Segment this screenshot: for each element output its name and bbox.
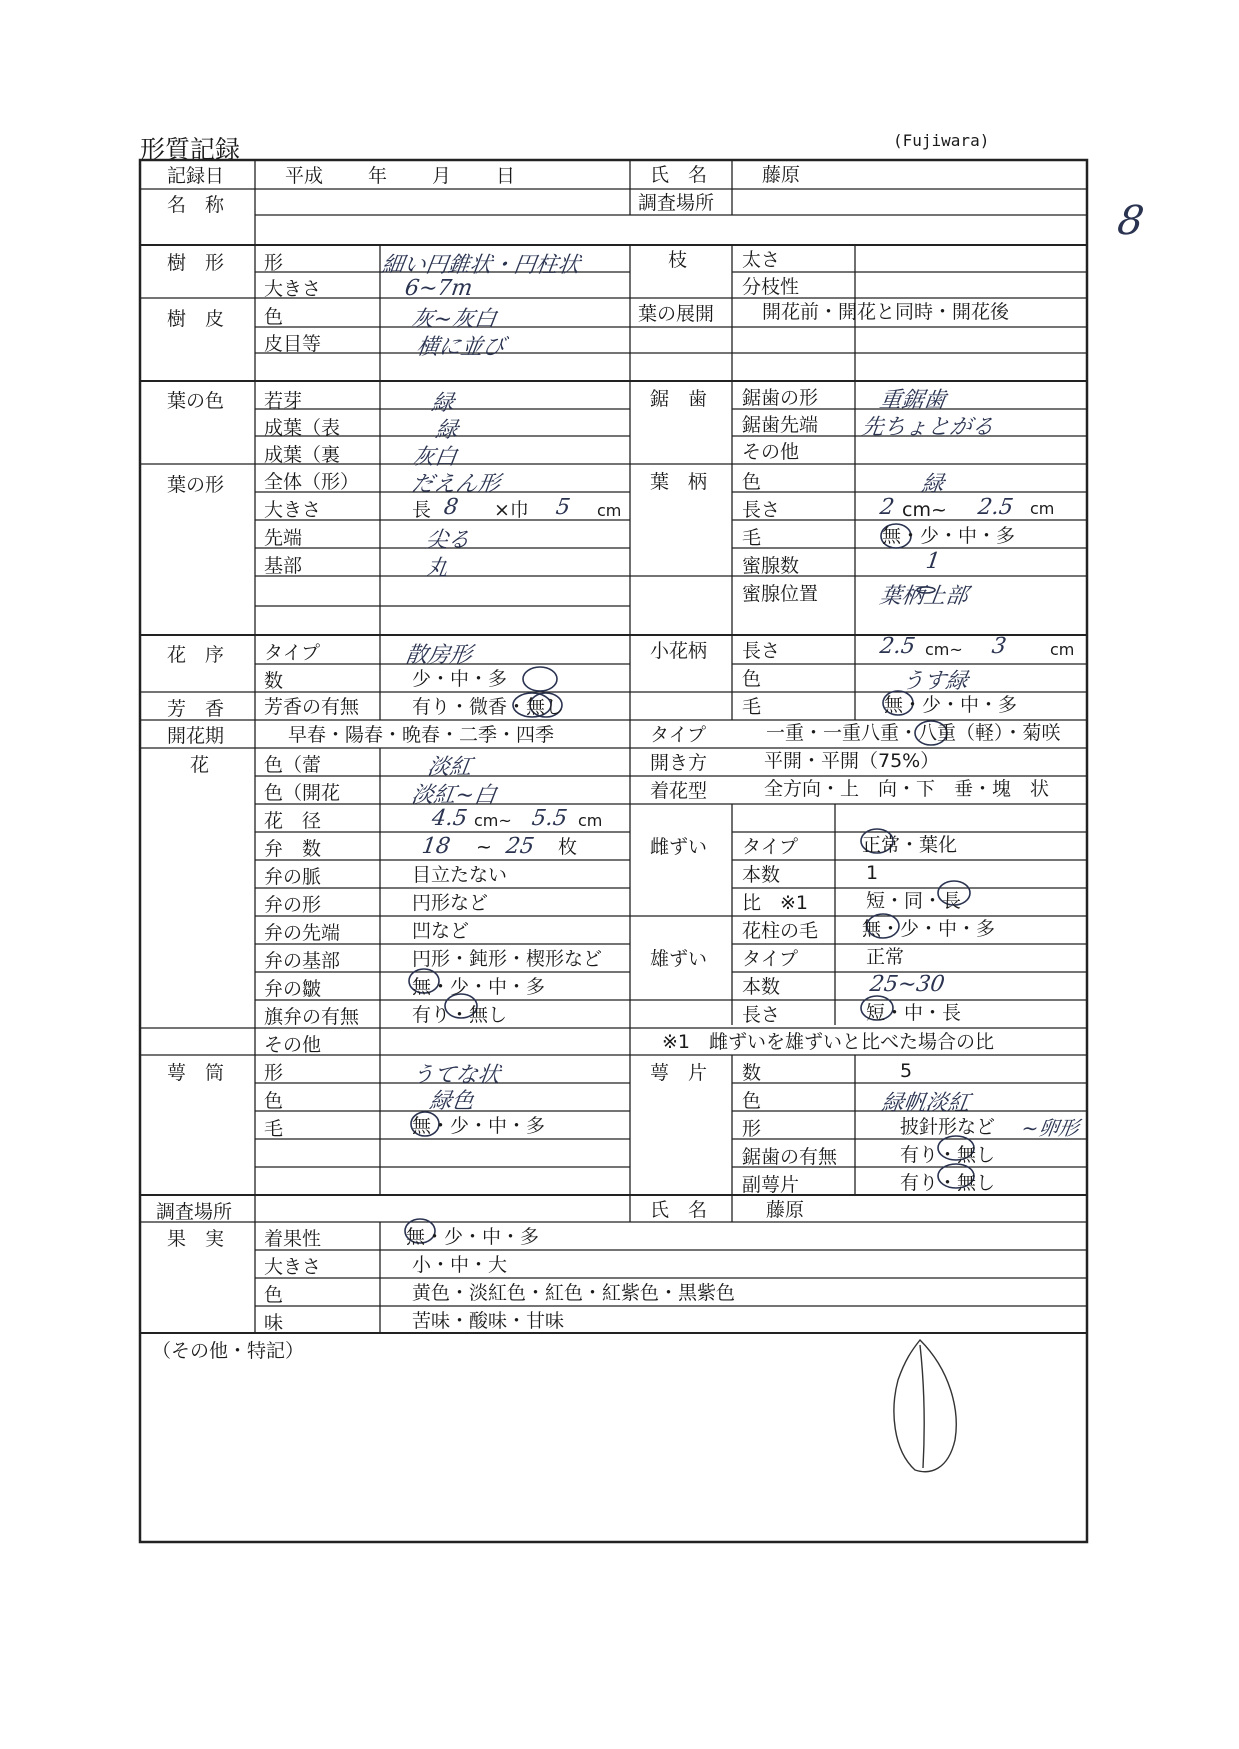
tree-form-value: 細い円錐状・円柱状: [379, 253, 582, 278]
pistil-count-sub: 本数: [742, 864, 781, 886]
ratio-footnote: ※1 雌ずいを雄ずいと比べた場合の比: [662, 1031, 995, 1053]
name-label: 氏 名: [650, 164, 708, 186]
stamen-count-sub: 本数: [742, 976, 781, 998]
diameter-sub: 花 径: [264, 810, 322, 832]
flowering-options: 早春・陽春・晩春・二季・四季: [288, 724, 555, 746]
page-title: 形質記録: [140, 135, 241, 164]
stamen-count-value: 25~30: [868, 972, 947, 997]
petiole-length-to: 2.5: [976, 495, 1015, 520]
vein-value: 目立たない: [412, 864, 508, 886]
petiole-hair-options: 無・少・中・多: [882, 525, 1016, 547]
petiole-length-mid: cm~: [902, 499, 947, 521]
pedicel-label: 小花柄: [650, 640, 708, 662]
pedicel-length-unit: cm: [1050, 640, 1075, 659]
serration-label: 鋸 歯: [650, 388, 708, 410]
fragrance-sub: 芳香の有無: [264, 696, 360, 718]
tree-size-sub: 大きさ: [264, 278, 322, 300]
calyx-tube-label: 萼 筒: [167, 1062, 225, 1084]
fruit-size-options: 小・中・大: [412, 1254, 508, 1276]
attitude-options: 全方向・上 向・下 垂・塊 状: [764, 778, 1050, 800]
sepal-label: 萼 片: [650, 1062, 708, 1084]
vein-sub: 弁の脈: [264, 866, 322, 888]
petiole-color-value: 緑: [919, 472, 946, 497]
pedicel-color-sub: 色: [742, 668, 762, 690]
pistil-type-options: 正常・葉化: [862, 834, 958, 856]
sepal-shape-value: 披針形など: [900, 1116, 996, 1138]
sepal-shape-sub: 形: [742, 1118, 762, 1140]
tree-form-sub: 形: [264, 252, 284, 274]
pedicel-length-to: 3: [990, 634, 1008, 659]
leaf-sketch-icon: [894, 1340, 956, 1472]
young-leaf-value: 緑: [429, 391, 456, 416]
petal-tip-sub: 弁の先端: [264, 922, 341, 944]
leaf-size-width-label: ×巾: [494, 499, 529, 521]
fragrance-options: 有り・微香・無し: [412, 696, 565, 718]
sepal-color-value: 緑帆淡紅: [879, 1091, 972, 1116]
leaf-size-unit: cm: [597, 501, 622, 520]
leaf-whole-sub: 全体（形）: [264, 471, 360, 493]
pedicel-length-from: 2.5: [878, 634, 917, 659]
flower-type-options: 一重・一重八重・八重（軽）・菊咲: [766, 722, 1061, 744]
sepal-serration-options: 有り・無し: [900, 1144, 996, 1166]
calyx-hair-options: 無・少・中・多: [412, 1115, 546, 1137]
inflorescence-number-sub: 数: [264, 670, 284, 692]
footer-name-value: 藤原: [766, 1199, 805, 1221]
petals-mid: ~: [476, 836, 492, 858]
calyx-shape-value: うてな状: [409, 1063, 502, 1088]
lenticel-value: 横に並び: [414, 335, 507, 360]
calyx-shape-sub: 形: [264, 1062, 284, 1084]
fruit-taste-options: 苦味・酸味・甘味: [412, 1310, 565, 1332]
sepal-count-sub: 数: [742, 1062, 762, 1084]
petal-shape-value: 円形など: [412, 892, 489, 914]
flag-sub: 旗弁の有無: [264, 1006, 360, 1028]
sepal-count-value: 5: [900, 1060, 913, 1082]
fruit-label: 果 実: [167, 1228, 225, 1250]
inflorescence-type-sub: タイプ: [264, 642, 321, 664]
diameter-to: 5.5: [530, 806, 569, 831]
leaf-size-long-label: 長: [412, 499, 432, 521]
petiole-color-sub: 色: [742, 471, 762, 493]
date-month: 月: [432, 165, 452, 187]
calyx-color-sub: 色: [264, 1090, 284, 1112]
bract-options: 有り・無し: [900, 1172, 996, 1194]
sepal-shape-note: ~卵形: [1020, 1116, 1081, 1140]
pedicel-color-value: うす緑: [899, 669, 970, 694]
diameter-from: 4.5: [430, 806, 469, 831]
pistil-type-sub: タイプ: [742, 836, 799, 858]
flower-label: 花: [190, 754, 210, 776]
inflorescence-label: 花 序: [167, 644, 225, 666]
pistil-label: 雌ずい: [650, 836, 708, 858]
fruit-set-sub: 着果性: [264, 1228, 322, 1250]
leaf-size-sub: 大きさ: [264, 499, 322, 521]
diameter-unit: cm: [578, 811, 603, 830]
petiole-hair-sub: 毛: [742, 527, 762, 549]
pedicel-length-sub: 長さ: [742, 640, 781, 662]
petals-unit: 枚: [558, 836, 578, 858]
bract-sub: 副萼片: [742, 1174, 800, 1196]
petals-to: 25: [504, 834, 536, 859]
petiole-length-unit: cm: [1030, 499, 1055, 518]
diameter-mid: cm~: [474, 811, 512, 830]
style-hair-options: 無・少・中・多: [862, 918, 996, 940]
petals-from: 18: [420, 834, 452, 859]
stamen-type-value: 正常: [866, 946, 905, 968]
pedicel-hair-sub: 毛: [742, 696, 762, 718]
leafing-label: 葉の展開: [638, 303, 715, 325]
serration-tip-value: 先ちょとがる: [859, 415, 996, 440]
date-era: 平成: [285, 165, 324, 187]
fruit-set-options: 無・少・中・多: [406, 1226, 540, 1248]
petiole-label: 葉 柄: [650, 471, 708, 493]
mature-lower-value: 灰白: [410, 445, 459, 470]
tree-size-value: 6~7m: [403, 276, 475, 301]
stamen-length-options: 短・中・長: [866, 1002, 962, 1024]
pistil-count-value: 1: [866, 862, 879, 884]
flower-other-sub: その他: [264, 1034, 322, 1056]
sepal-color-sub: 色: [742, 1090, 762, 1112]
branch-label: 枝: [668, 249, 688, 271]
petiole-length-from: 2: [878, 495, 896, 520]
gland-pos-sub: 蜜腺位置: [742, 583, 819, 605]
leaf-base-value: 丸: [423, 556, 450, 581]
pistil-ratio-options: 短・同・長: [866, 890, 962, 912]
site-label: 調査場所: [638, 192, 715, 214]
petal-tip-value: 凹など: [412, 920, 470, 942]
stamen-length-sub: 長さ: [742, 1004, 781, 1026]
wrinkle-sub: 弁の皺: [264, 978, 322, 1000]
petal-base-sub: 弁の基部: [264, 950, 341, 972]
petals-sub: 弁 数: [264, 838, 322, 860]
flag-options: 有り・無し: [412, 1004, 508, 1026]
author-tag: (Fujiwara): [893, 131, 990, 150]
leaf-shape-label: 葉の形: [167, 474, 225, 496]
bark-label: 樹 皮: [167, 308, 225, 330]
leafing-options: 開花前・開花と同時・開花後: [762, 301, 1010, 323]
leaf-length-value: 8: [442, 495, 460, 520]
date-day: 日: [496, 165, 516, 187]
bud-color-value: 淡紅: [425, 755, 474, 780]
fragrance-label: 芳 香: [167, 698, 225, 720]
gland-count-sub: 蜜腺数: [742, 555, 800, 577]
leaf-base-sub: 基部: [264, 555, 303, 577]
fruit-color-options: 黄色・淡紅色・紅色・紅紫色・黒紫色: [412, 1282, 736, 1304]
style-hair-sub: 花柱の毛: [742, 920, 819, 942]
tree-form-label: 樹 形: [167, 252, 225, 274]
open-color-value: 淡紅~白: [409, 783, 498, 808]
mature-lower-sub: 成葉（裏: [264, 444, 341, 466]
stamen-label: 雄ずい: [650, 948, 708, 970]
leaf-width-value: 5: [554, 495, 572, 520]
sepal-serration-sub: 鋸歯の有無: [742, 1146, 838, 1168]
footer-site-label: 調査場所: [156, 1201, 233, 1223]
leaf-tip-sub: 先端: [264, 527, 303, 549]
opening-label: 開き方: [650, 752, 708, 774]
petal-shape-sub: 弁の形: [264, 894, 322, 916]
gland-pos-value: 葉柄上部: [877, 584, 970, 609]
fruit-size-sub: 大きさ: [264, 1256, 322, 1278]
leaf-color-label: 葉の色: [167, 390, 225, 412]
flowering-label: 開花期: [167, 725, 225, 747]
petal-base-value: 円形・鈍形・楔形など: [412, 948, 603, 970]
leaf-tip-value: 尖る: [423, 528, 472, 553]
record-date-label: 記録日: [167, 165, 225, 187]
wrinkle-options: 無・少・中・多: [412, 976, 546, 998]
leaf-whole-value: だえん形: [409, 472, 502, 497]
petiole-length-sub: 長さ: [742, 499, 781, 521]
bark-color-sub: 色: [264, 306, 284, 328]
pedicel-length-mid: cm~: [925, 640, 963, 659]
branching-sub: 分枝性: [742, 276, 800, 298]
attitude-label: 着花型: [650, 780, 708, 802]
name-value: 藤原: [762, 164, 801, 186]
bud-color-sub: 色（蕾: [264, 754, 322, 776]
fruit-color-sub: 色: [264, 1284, 284, 1306]
flower-type-label: タイプ: [650, 724, 707, 746]
serration-shape-value: 重鋸歯: [877, 388, 948, 413]
calyx-color-value: 緑色: [427, 1089, 476, 1114]
remarks-label: （その他・特記）: [152, 1340, 305, 1362]
calyx-hair-sub: 毛: [264, 1118, 284, 1140]
fruit-taste-sub: 味: [264, 1312, 284, 1334]
pistil-ratio-sub: 比 ※1: [742, 892, 809, 914]
page-number-mark: 8: [1114, 198, 1147, 244]
branch-thickness-sub: 太さ: [742, 249, 781, 271]
open-color-sub: 色（開花: [264, 782, 341, 804]
inflorescence-number-options: 少・中・多: [412, 668, 508, 690]
footer-name-label: 氏 名: [650, 1199, 708, 1221]
inflorescence-type-value: 散房形: [403, 643, 474, 668]
young-leaf-sub: 若芽: [264, 390, 303, 412]
cultivar-label: 名 称: [167, 194, 225, 216]
bark-color-value: 灰~灰白: [409, 307, 498, 332]
serration-tip-sub: 鋸歯先端: [742, 414, 819, 436]
stamen-type-sub: タイプ: [742, 948, 799, 970]
lenticel-sub: 皮目等: [264, 333, 322, 355]
opening-options: 平開・平開（75%）: [764, 750, 940, 772]
pedicel-hair-options: 無・少・中・多: [884, 694, 1018, 716]
serration-other-sub: その他: [742, 441, 800, 463]
mature-upper-value: 緑: [433, 418, 460, 443]
mature-upper-sub: 成葉（表: [264, 417, 341, 439]
serration-shape-sub: 鋸歯の形: [742, 387, 819, 409]
gland-count-value: 1: [924, 549, 942, 574]
date-year: 年: [368, 165, 388, 187]
